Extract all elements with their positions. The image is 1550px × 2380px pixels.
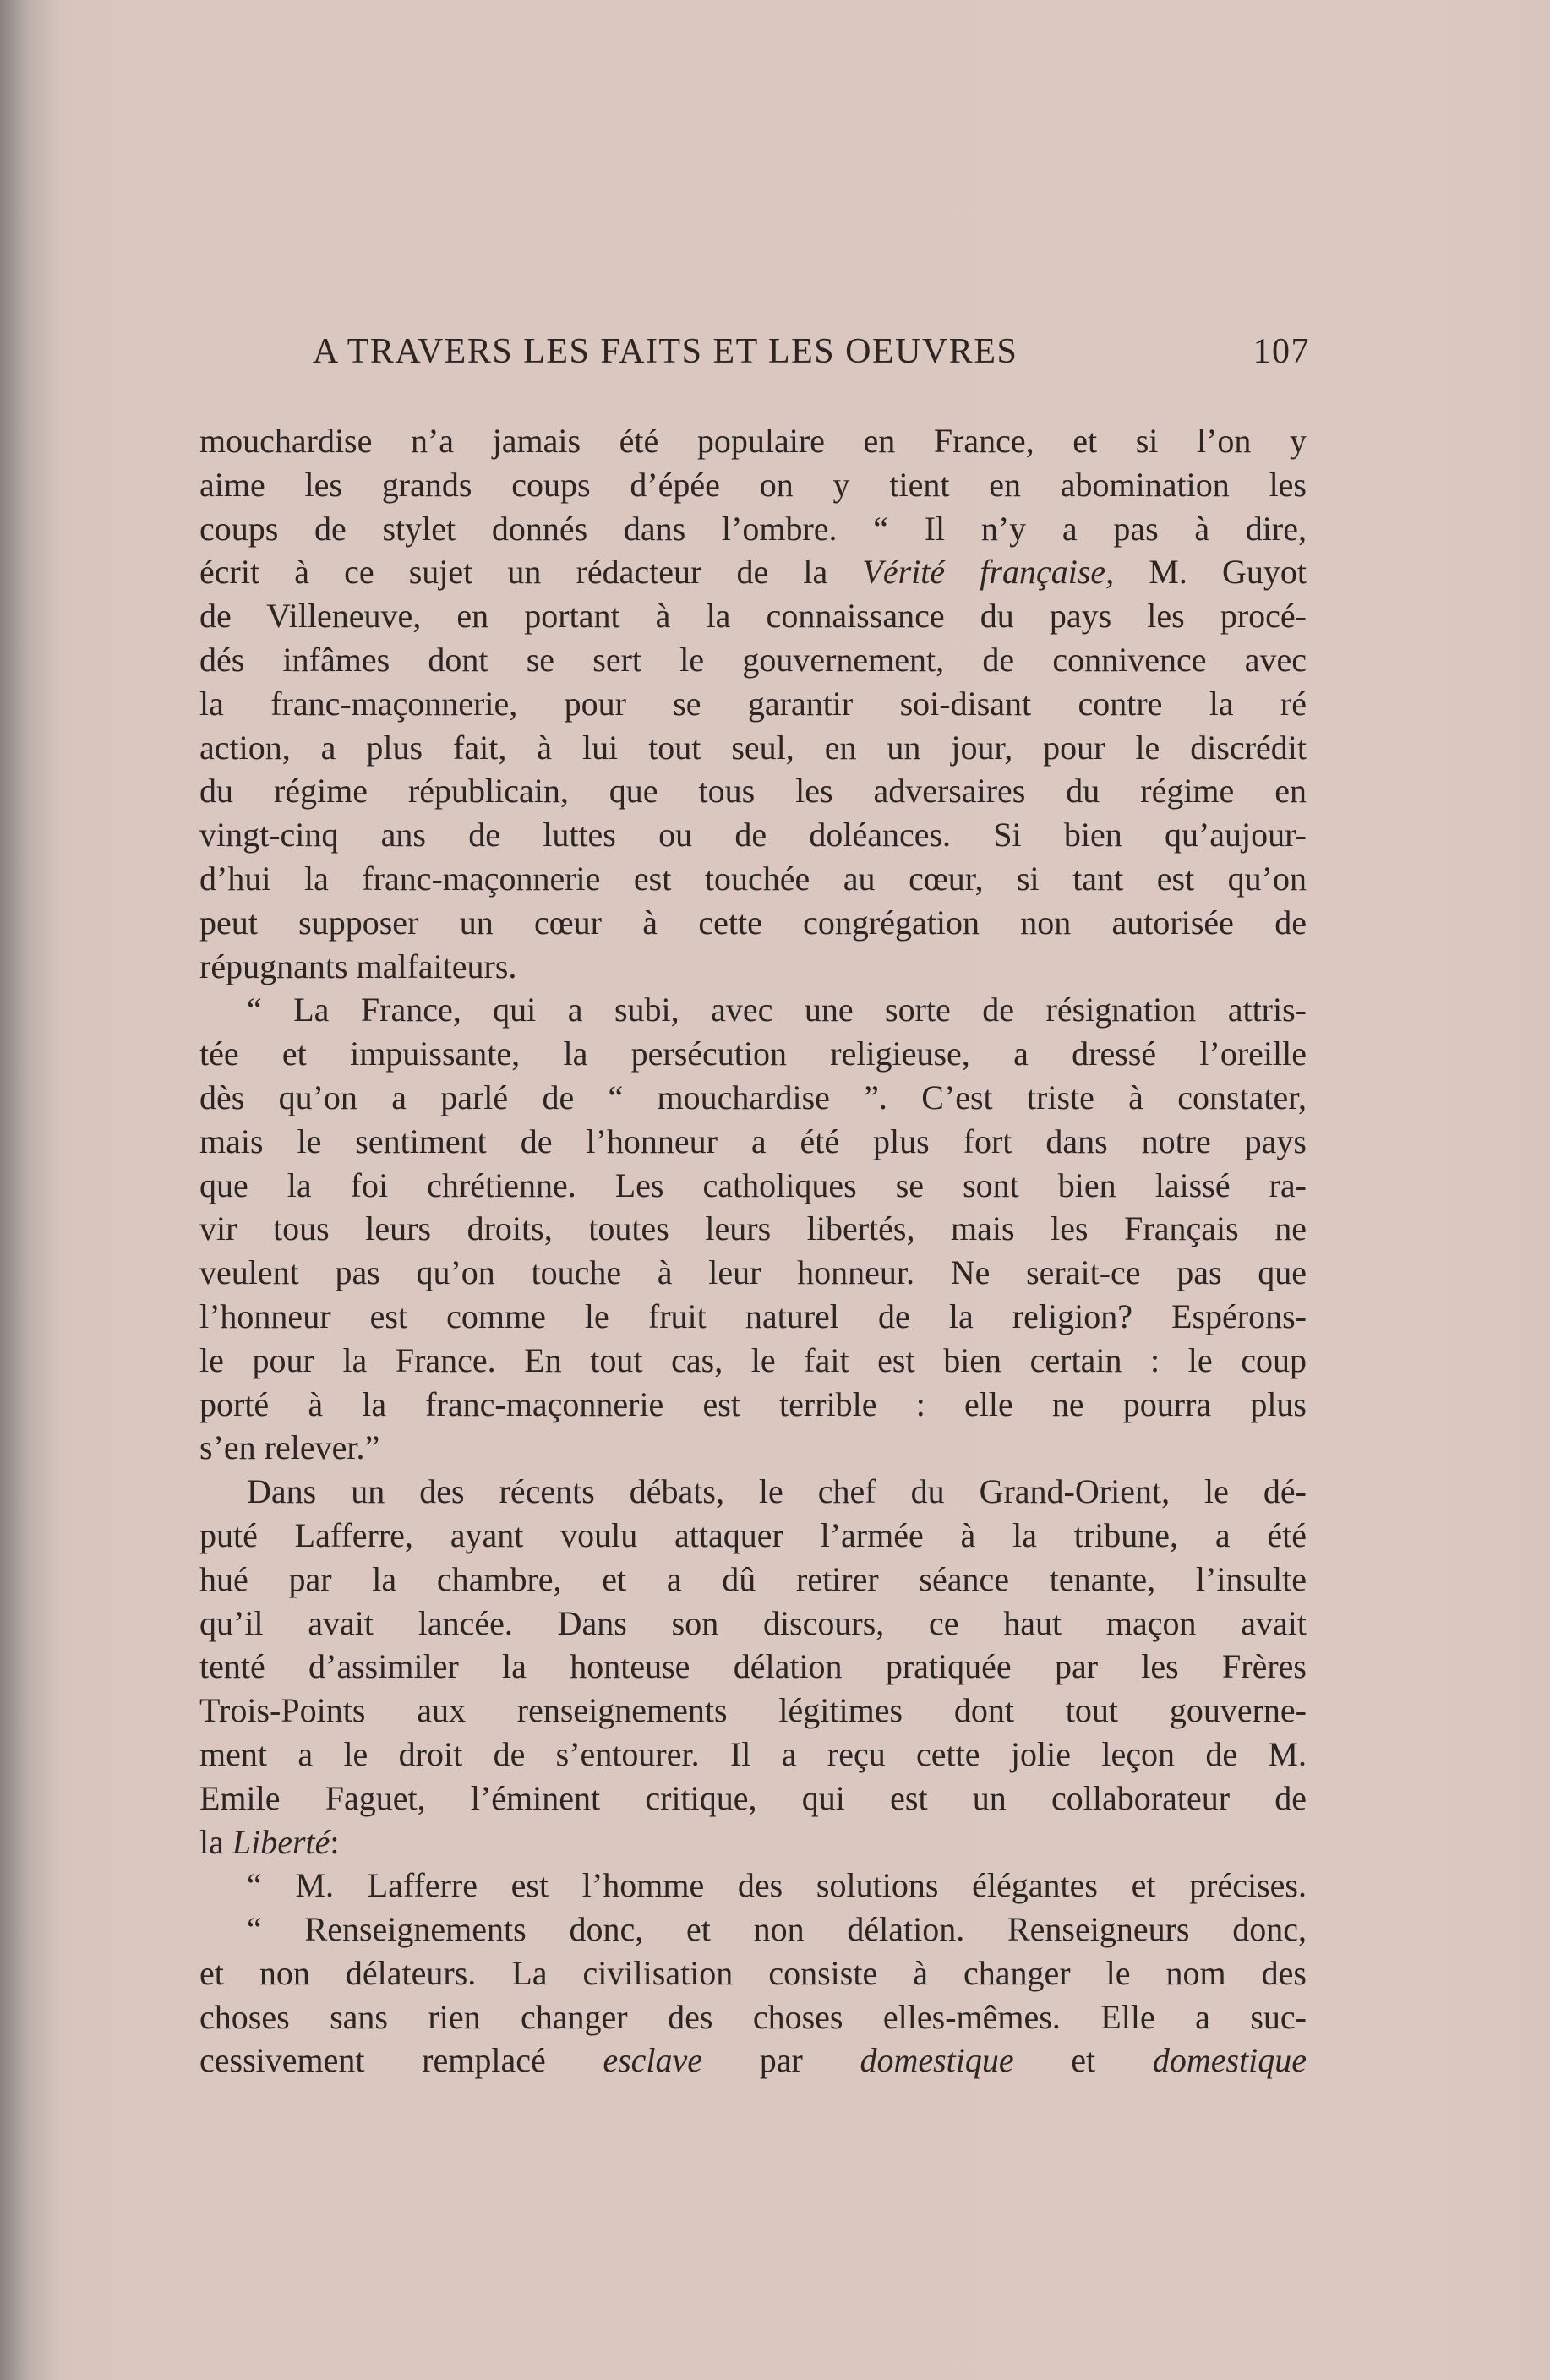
text-line: tenté d’assimiler la honteuse délation pratiquée par les Frères: [199, 1647, 1307, 1686]
text-line: qu’il avait lancée. Dans son discours, ce haut maçon avait: [199, 1603, 1307, 1642]
text-line: vingt-cinq ans de luttes ou de doléances. Si bien qu’aujour-: [199, 816, 1307, 854]
text-line: porté à la franc-maçonnerie est terrible : elle ne pourra plus: [199, 1384, 1307, 1423]
text-line: [199, 1820, 1307, 1864]
italic-word-esclave: esclave: [603, 2041, 703, 2080]
text-line: mouchardise n’a jamais été populaire en France, et si l’on y: [199, 422, 1307, 460]
text-line: répugnants malfaiteurs.: [199, 947, 517, 985]
text-line: [199, 2039, 1307, 2082]
text-line: “ Renseignements donc, et non délation. Renseigneurs donc,: [247, 1910, 1307, 1949]
text-line: “ M. Lafferre est l’homme des solutions élégantes et précises.: [247, 1866, 1307, 1905]
text-line: Emile Faguet, l’éminent critique, qui est un collaborateur de: [199, 1778, 1307, 1817]
text-line: choses sans rien changer des choses elles-mêmes. Elle a suc-: [199, 1997, 1307, 2036]
binding-gutter-shadow: [0, 0, 59, 2380]
italic-word-domestique: domestique: [1152, 2041, 1307, 2080]
page-header: [313, 331, 1310, 382]
text-line: puté Lafferre, ayant voulu attaquer l’armée à la tribune, a été: [199, 1515, 1307, 1554]
body-text: [199, 419, 1307, 2082]
text-segment: écrit à ce sujet un rédacteur de la: [199, 553, 828, 592]
italic-title-liberte: Liberté: [232, 1822, 330, 1861]
text-line: et non délateurs. La civilisation consiste à changer le nom des: [199, 1953, 1307, 1992]
italic-title-verite-francaise: Vérité française,: [862, 553, 1115, 592]
text-line: vir tous leurs droits, toutes leurs libertés, mais les Français ne: [199, 1209, 1307, 1248]
text-line: veulent pas qu’on touche à leur honneur. Ne serait-ce pas que: [199, 1253, 1307, 1292]
text-line: [199, 550, 1307, 594]
text-segment: M. Guyot: [1149, 553, 1307, 592]
text-line: l’honneur est comme le fruit naturel de la religion? Espérons-: [199, 1296, 1307, 1335]
text-line: d’hui la franc-maçonnerie est touchée au cœur, si tant est qu’on: [199, 859, 1307, 898]
text-line: action, a plus fait, à lui tout seul, en un jour, pour le discrédit: [199, 728, 1307, 767]
text-line: dès qu’on a parlé de “ mouchardise ”. C’est triste à constater,: [199, 1078, 1307, 1116]
text-line: “ La France, qui a subi, avec une sorte de résignation attris-: [247, 991, 1307, 1029]
page-number: 107: [1253, 332, 1310, 371]
text-segment: :: [330, 1822, 340, 1861]
running-title: A TRAVERS LES FAITS ET LES OEUVRES: [313, 332, 1018, 371]
text-segment: cessivement remplacé: [199, 2041, 546, 2080]
text-line: dés infâmes dont se sert le gouvernement, de connivence avec: [199, 640, 1307, 679]
text-line: de Villeneuve, en portant à la connaissance du pays les procé-: [199, 597, 1307, 636]
text-line: le pour la France. En tout cas, le fait est bien certain : le coup: [199, 1340, 1307, 1379]
text-segment: et: [1071, 2041, 1096, 2080]
text-line: peut supposer un cœur à cette congrégation non autorisée de: [199, 903, 1307, 942]
text-line: hué par la chambre, et a dû retirer séance tenante, l’insulte: [199, 1559, 1307, 1598]
text-segment: par: [759, 2041, 803, 2080]
text-line: ment a le droit de s’entourer. Il a reçu cette jolie leçon de M.: [199, 1734, 1307, 1773]
text-line: s’en relever.”: [199, 1428, 380, 1467]
text-line: aime les grands coups d’épée on y tient en abomination les: [199, 465, 1307, 504]
text-line: tée et impuissante, la persécution religieuse, a dressé l’oreille: [199, 1034, 1307, 1073]
text-line: mais le sentiment de l’honneur a été plus fort dans notre pays: [199, 1122, 1307, 1160]
text-line: coups de stylet donnés dans l’ombre. “ Il n’y a pas à dire,: [199, 509, 1307, 548]
text-segment: la: [199, 1822, 224, 1861]
text-line: du régime républicain, que tous les adversaires du régime en: [199, 772, 1307, 811]
text-line: Trois-Points aux renseignements légitimes dont tout gouverne-: [199, 1691, 1307, 1730]
text-line: Dans un des récents débats, le chef du Grand-Orient, le dé-: [247, 1472, 1307, 1511]
italic-word-domestique: domestique: [860, 2041, 1014, 2080]
text-line: la franc-maçonnerie, pour se garantir soi-disant contre la ré: [199, 684, 1307, 723]
text-line: que la foi chrétienne. Les catholiques se sont bien laissé ra-: [199, 1165, 1307, 1204]
